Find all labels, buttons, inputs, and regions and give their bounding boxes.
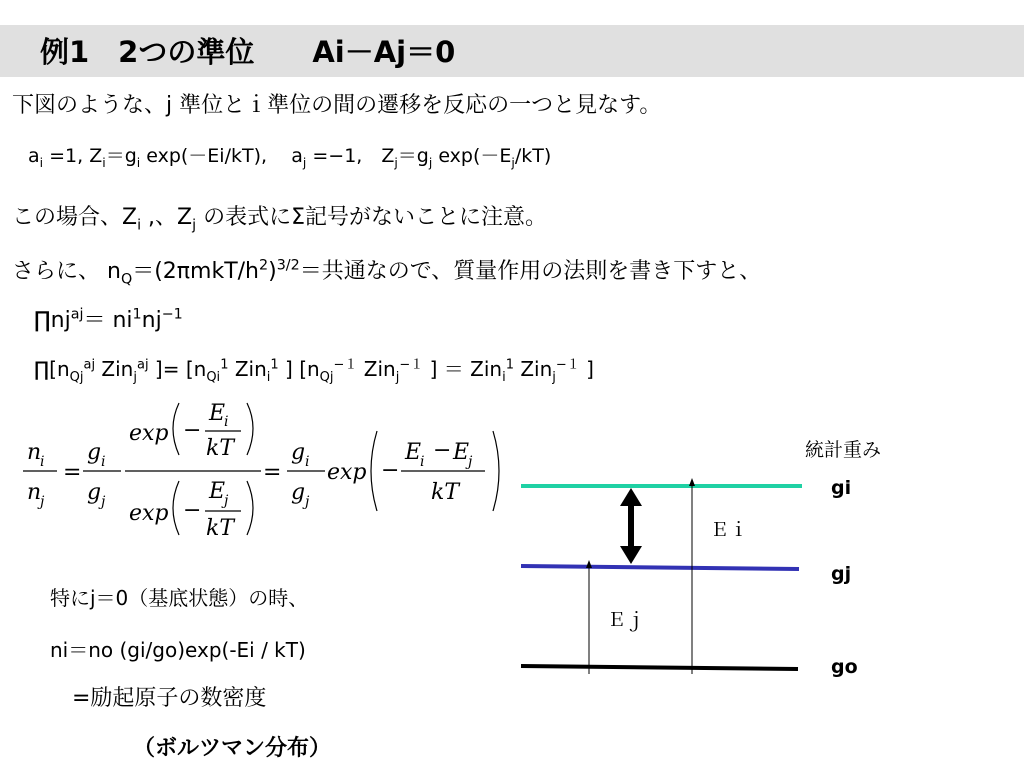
svg-text:−: − <box>183 498 202 523</box>
mass-action-equation: $\prod[n_{Qj}^{aj}$ Zin$_j^{aj}$ ]= [$n_{Qi}^1$ Zin$_i^1$ ] [$n_{Qj}^{-1}$ Zin$_j^{-1}$ ] ＝ Zin$_i^1$ Zin$_j^{-1}$ ] <box>34 357 594 385</box>
svg-text:E: E <box>453 440 470 465</box>
level-ground-line <box>521 666 798 669</box>
svg-text:=: = <box>63 460 82 485</box>
svg-text:g: g <box>87 480 102 505</box>
energy-level-diagram <box>515 430 910 700</box>
svg-text:g: g <box>291 480 306 505</box>
energy-i-label: Ｅｉ <box>710 519 749 541</box>
energy-i-arrow <box>689 478 695 674</box>
svg-text:j: j <box>468 454 473 470</box>
svg-text:j: j <box>40 494 45 510</box>
svg-text:E: E <box>405 440 422 465</box>
svg-text:E: E <box>209 479 226 504</box>
statistical-weight-label: 統計重み <box>805 439 882 461</box>
svg-text:g: g <box>291 440 306 465</box>
svg-text:i: i <box>40 454 45 470</box>
weight-gj-label: gj <box>831 563 852 585</box>
svg-text:kT: kT <box>206 516 235 541</box>
svg-text:kT: kT <box>431 480 460 505</box>
energy-j-label: Ｅｊ <box>607 609 646 631</box>
weight-go-label: go <box>831 656 858 678</box>
svg-text:i: i <box>224 414 229 430</box>
svg-text:exp: exp <box>129 501 169 526</box>
svg-text:g: g <box>87 440 102 465</box>
svg-text:exp: exp <box>129 421 169 446</box>
svg-text:i: i <box>305 454 310 470</box>
intro-line: 下図のような、j 準位とｉ準位の間の遷移を反応の一つと見なす。 <box>12 93 662 118</box>
slide-title: 例1 2つの準位 Ai－Aj＝0 <box>40 35 456 69</box>
svg-text:−: − <box>433 438 452 463</box>
boltzmann-label: （ボルツマン分布） <box>133 736 332 761</box>
svg-text:n: n <box>27 440 42 465</box>
svg-text:exp: exp <box>327 460 367 485</box>
svg-text:i: i <box>420 454 425 470</box>
svg-text:kT: kT <box>206 436 235 461</box>
boltzmann-equation: ni＝no (gi/go)exp(-Ei / kT) <box>50 638 306 662</box>
sigma-note: この場合、$Z_i$ ,、$Z_j$ の表式にΣ記号がないことに注意。 <box>12 205 548 234</box>
weight-gi-label: gi <box>831 477 852 499</box>
mass-action-intro: さらに、 $n_Q=(2\pi mkT/h^2)^{3/2}=$共通なので、質量作用の法則を書き下すと、 <box>12 257 762 288</box>
svg-text:−: − <box>381 458 400 483</box>
svg-text:=: = <box>263 460 282 485</box>
partition-definitions: $a_i =1$, $Z_i=g_i$ exp(－Ei/kT), $a_j =-1$, $Z_j=g_j$ $\exp(-E_j/kT)$ <box>28 145 552 170</box>
boltzmann-ratio-formula <box>15 395 515 560</box>
svg-text:j: j <box>224 493 229 509</box>
svg-text:−: − <box>183 418 202 443</box>
svg-text:j: j <box>305 494 310 510</box>
svg-text:j: j <box>101 494 106 510</box>
svg-text:i: i <box>101 454 106 470</box>
svg-text:E: E <box>209 401 226 426</box>
product-equation: $\prod nj^{aj}= ni^1nj^{-1}$ <box>34 306 183 333</box>
ground-state-note: 特にj＝0（基底状態）の時、 <box>50 586 309 610</box>
svg-text:n: n <box>27 480 42 505</box>
transition-double-arrow <box>620 488 642 564</box>
level-j-line <box>521 566 799 569</box>
energy-j-arrow <box>586 560 592 674</box>
excited-density-note: =励起原子の数密度 <box>72 686 267 711</box>
